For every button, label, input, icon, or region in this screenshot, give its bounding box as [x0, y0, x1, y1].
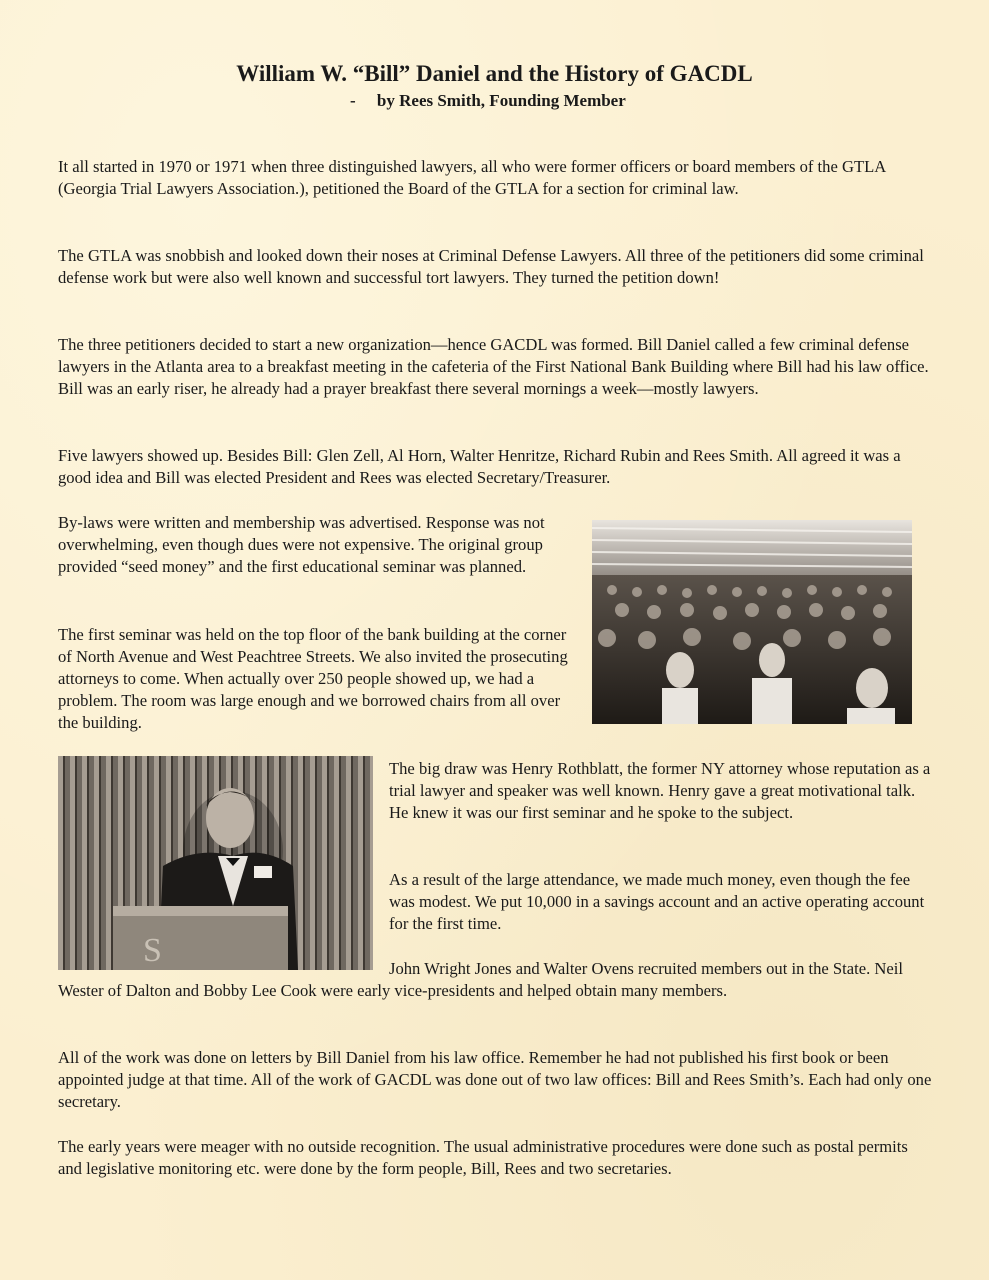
paragraph-4: Five lawyers showed up. Besides Bill: Glen Zell, Al Horn, Walter Henritze, Richard Rubin and Rees Smith. All agreed it was a good idea and Bill was elected President and Rees was elected Secretary/Treasurer. — [58, 446, 901, 487]
paragraph-8: As a result of the large attendance, we made much money, even though the fee was modest. We put 10,000 in a savings account and an active operating account for the first time. — [389, 870, 925, 933]
page-title: William W. “Bill” Daniel and the History of GACDL — [236, 61, 753, 86]
paragraph-3: The three petitioners decided to start a new organization—hence GACDL was formed. Bill Daniel called a few criminal defense lawyers in the Atlanta area to a breakfast meeting in the cafeteria of the First National Bank Building where Bill had his law office. Bill was an early riser, he already had a prayer breakfast there several mornings a week—mostly lawyers. — [58, 335, 929, 398]
paragraph-2: The GTLA was snobbish and looked down their noses at Criminal Defense Lawyers. All three of the petitioners did some criminal defense work but were also well known and successful tort lawyers. They turned the petition down! — [58, 246, 924, 287]
svg-text:S: S — [143, 932, 162, 969]
paragraph-6: The first seminar was held on the top floor of the bank building at the corner of North Avenue and West Peachtree Streets. We also invited the prosecuting attorneys to come. When actually over 250 people showed up, we had a problem. The room was large enough and we borrowed chairs from all over the building. — [58, 625, 568, 732]
byline: - by Rees Smith, Founding Member — [350, 91, 626, 110]
paragraph-5: By-laws were written and membership was advertised. Response was not overwhelming, even though dues were not expensive. The original group provided “seed money” and the first educational seminar was planned. — [58, 513, 545, 576]
paragraph-9: John Wright Jones and Walter Ovens recruited members out in the State. Neil Wester of Dalton and Bobby Lee Cook were early vice-presidents and helped obtain many members. — [58, 959, 903, 1000]
paragraph-11: The early years were meager with no outside recognition. The usual administrative procedures were done such as postal permits and legislative monitoring etc. were done by the form people, Bill, Rees and two secretaries. — [58, 1137, 908, 1178]
speaker-at-podium-photo — [58, 756, 373, 970]
paragraph-7: The big draw was Henry Rothblatt, the former NY attorney whose reputation as a trial lawyer and speaker was well known. Henry gave a great motivational talk. He knew it was our first seminar and he spoke to the subject. — [389, 759, 931, 822]
paragraph-10: All of the work was done on letters by Bill Daniel from his law office. Remember he had not published his first book or been appointed judge at that time. All of the work of GACDL was done out of two law offices: Bill and Rees Smith’s. Each had only one secretary. — [58, 1048, 932, 1111]
paragraph-1: It all started in 1970 or 1971 when three distinguished lawyers, all who were former officers or board members of the GTLA (Georgia Trial Lawyers Association.), petitioned the Board of the GTLA for a section for criminal law. — [58, 157, 886, 198]
seminar-audience-photo — [592, 520, 912, 724]
